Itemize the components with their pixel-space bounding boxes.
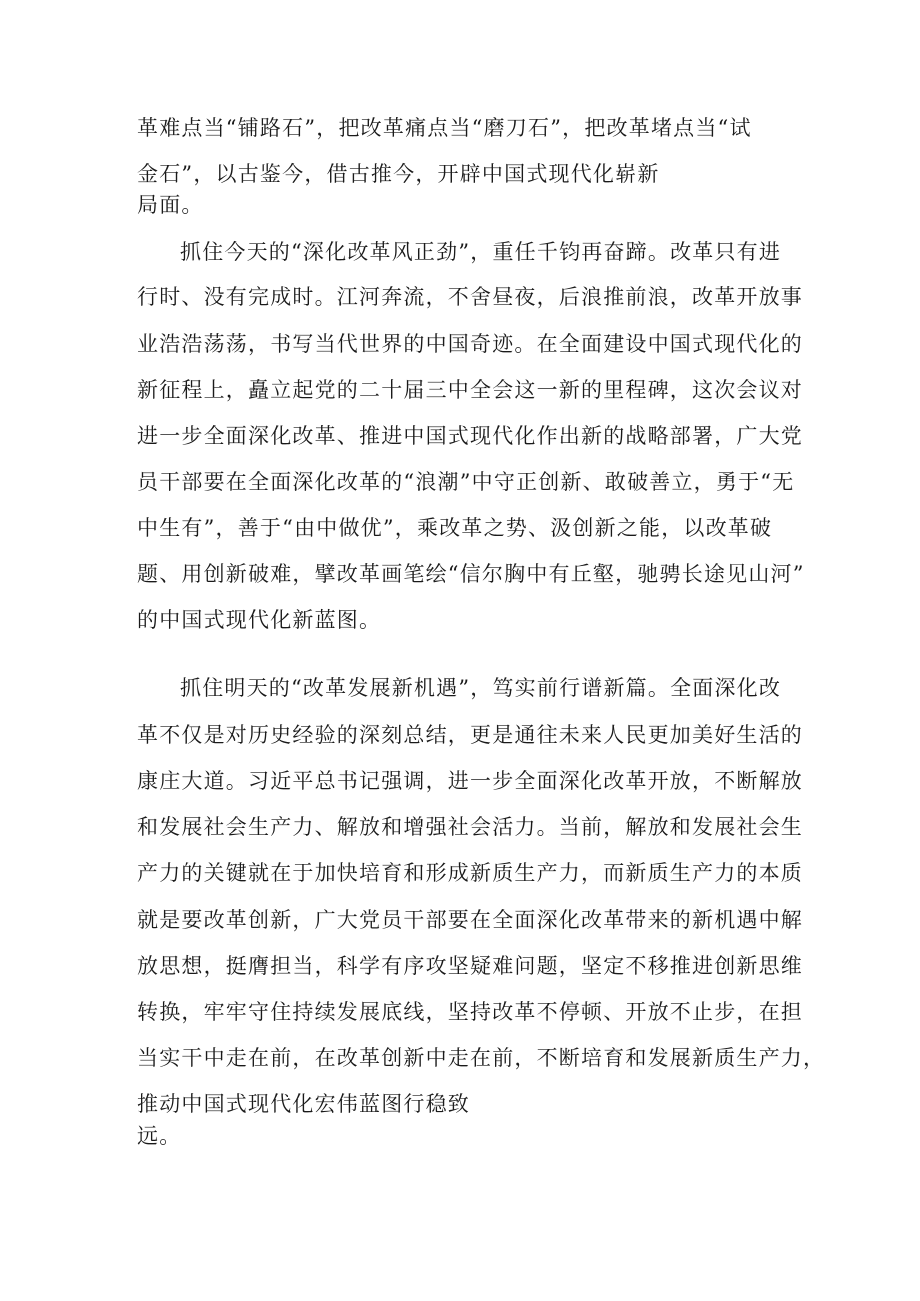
text-line-19: 放思想，挺膺担当，科学有序攻坚疑难问题，坚定不移推进创新思维 xyxy=(137,954,803,978)
paragraph-2-line-1: 抓住今天的“深化改革风正劲”，重任千钧再奋蹄。改革只有进 xyxy=(180,240,782,264)
text-line-21: 当实干中走在前，在改革创新中走在前，不断培育和发展新质生产力， xyxy=(137,1046,826,1070)
text-line-6: 业浩浩荡荡，书写当代世界的中国奇迹。在全面建设中国式现代化的 xyxy=(137,332,803,356)
text-line-2: 金石”，以古鉴今，借古推今，开辟中国式现代化崭新 xyxy=(137,162,660,186)
text-line-1: 革难点当“铺路石”，把改革痛点当“磨刀石”，把改革堵点当“试 xyxy=(137,116,752,140)
text-line-12: 的中国式现代化新蓝图。 xyxy=(137,608,382,632)
text-line-5: 行时、没有完成时。江河奔流，不舍昼夜，后浪推前浪，改革开放事 xyxy=(137,285,803,309)
text-line-9: 员干部要在全面深化改革的“浪潮”中守正创新、敢破善立，勇于“无 xyxy=(137,470,795,494)
text-line-20: 转换，牢牢守住持续发展底线，坚持改革不停顿、开放不止步，在担 xyxy=(137,1000,803,1024)
text-line-14: 革不仅是对历史经验的深刻总结，更是通往未来人民更加美好生活的 xyxy=(137,723,803,747)
text-line-8: 进一步全面深化改革、推进中国式现代化作出新的战略部署，广大党 xyxy=(137,424,803,448)
text-line-15: 康庄大道。习近平总书记强调，进一步全面深化改革开放，不断解放 xyxy=(137,769,803,793)
text-line-22: 推动中国式现代化宏伟蓝图行稳致 xyxy=(137,1092,470,1116)
text-line-23: 远。 xyxy=(137,1124,182,1148)
text-line-11: 题、用创新破难，擘改革画笔绘“信尔胸中有丘壑，驰骋长途见山河” xyxy=(137,562,805,586)
paragraph-3-line-1: 抓住明天的“改革发展新机遇”，笃实前行谱新篇。全面深化改 xyxy=(180,676,782,700)
text-line-17: 产力的关键就在于加快培育和形成新质生产力，而新质生产力的本质 xyxy=(137,861,803,885)
text-line-18: 就是要改革创新，广大党员干部要在全面深化改革带来的新机遇中解 xyxy=(137,908,803,932)
text-line-16: 和发展社会生产力、解放和增强社会活力。当前，解放和发展社会生 xyxy=(137,815,803,839)
text-line-3: 局面。 xyxy=(137,193,204,217)
text-line-7: 新征程上，矗立起党的二十届三中全会这一新的里程碑，这次会议对 xyxy=(137,378,803,402)
text-line-10: 中生有”，善于“由中做优”，乘改革之势、汲创新之能，以改革破 xyxy=(137,516,773,540)
